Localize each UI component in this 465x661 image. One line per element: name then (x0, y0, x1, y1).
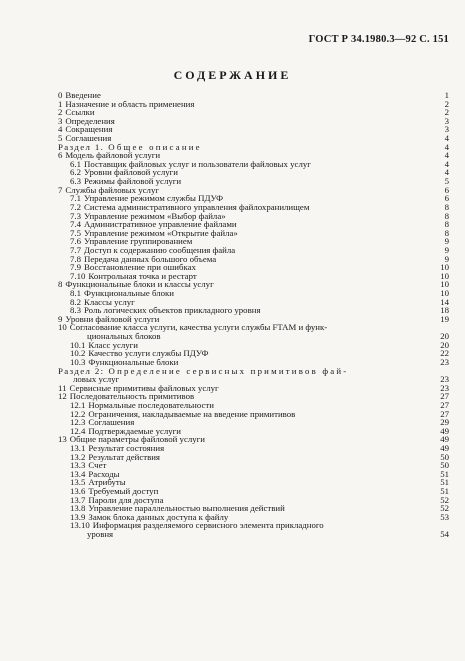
toc-entry-page: 2 (444, 107, 449, 118)
toc-entry-title: уровня (87, 529, 114, 540)
toc-entry-page: 3 (444, 115, 449, 126)
toc-entry-title: Общее описание (108, 141, 202, 152)
toc-entry-title: Система административного управления файлохранилищем (84, 201, 310, 212)
toc-entry-number: 13.8 (70, 503, 86, 514)
toc-entry-number: 8 (58, 279, 63, 290)
toc-entry-title: Общие параметры файловой услуги (69, 434, 205, 445)
toc-entry-title: Функциональные блоки и классы услуг (65, 279, 214, 290)
toc-entry-title: Результат действия (88, 451, 160, 462)
toc-entry-title: Пароли для доступа (88, 494, 164, 505)
toc-entry-page: 14 (440, 296, 449, 307)
toc-entry-number: 12.4 (70, 425, 86, 436)
toc-entry-number: 7.5 (70, 227, 81, 238)
toc-entry-title: Управление режимом «Выбор файла» (84, 210, 226, 221)
toc-entry-number: 7.3 (70, 210, 81, 221)
toc-entry-page: 9 (444, 244, 449, 255)
toc-entry-number: 13.2 (70, 451, 86, 462)
toc-entry-title: Управление режимом «Открытие файла» (84, 227, 238, 238)
toc-entry-title: Информация разделяемого сервисного элемента прикладного (92, 520, 324, 531)
toc-entry-number: 6.2 (70, 167, 81, 178)
toc-entry-title: Функциональные блоки (88, 356, 179, 367)
toc-entry-number: 13.4 (70, 468, 86, 479)
toc-entry-number: Раздел 2: (58, 365, 105, 376)
toc-entry-title: Административное управление файлами (84, 219, 237, 230)
toc-entry-number: 10.3 (70, 356, 86, 367)
toc-entry-page: 51 (440, 468, 449, 479)
toc-entry-number: 8.2 (70, 296, 81, 307)
toc-entry-page: 27 (440, 399, 449, 410)
toc-entry-title: Контрольная точка и рестарт (88, 270, 197, 281)
toc-entry-number: 12.1 (70, 399, 86, 410)
toc-entry-page: 10 (440, 270, 449, 281)
toc-entry-title: ловых услуг (73, 374, 120, 385)
toc-entry-page: 4 (444, 133, 449, 144)
toc-entry-page: 49 (440, 425, 449, 436)
toc-entry-number: 12.3 (70, 417, 86, 428)
toc-entry-title: Требуемый доступ (88, 486, 159, 497)
toc-entry-title: Расходы (88, 468, 120, 479)
toc-entry-page: 54 (440, 529, 449, 540)
toc-entry-page: 10 (440, 288, 449, 299)
toc-entry-number: 7.4 (70, 219, 81, 230)
toc-entry-title: Классы услуг (84, 296, 135, 307)
toc-entry-number: 7.7 (70, 244, 81, 255)
toc-entry-number: 13.9 (70, 511, 86, 522)
toc-entry-number: 5 (58, 133, 63, 144)
toc-entry-page: 1 (444, 90, 449, 100)
toc-entry-title: Последовательность примитивов (69, 391, 195, 402)
toc-entry-number: 9 (58, 313, 63, 324)
standard-reference: ГОСТ Р 34.1980.3—92 С. 151 (308, 34, 449, 45)
toc-entry-number: 7.9 (70, 262, 81, 273)
toc-entry-title: Функциональные блоки (84, 288, 174, 299)
toc-entry-number: 13.7 (70, 494, 86, 505)
toc-entry[interactable] (58, 117, 449, 126)
toc-entry-number: 13.5 (70, 477, 86, 488)
toc-entry-title: Класс услуги (88, 339, 138, 350)
toc-entry-page: 10 (440, 279, 449, 290)
toc-entry[interactable] (58, 108, 449, 117)
toc-entry-page: 20 (440, 331, 449, 342)
toc-entry-page: 18 (440, 305, 449, 316)
toc-entry-page: 9 (444, 236, 449, 247)
toc-entry-title: Восстановление при ошибках (84, 262, 196, 273)
toc-entry-title: Назначение и область применения (65, 98, 195, 109)
toc-entry-number: 12 (58, 391, 67, 402)
toc-entry-number: 10 (58, 322, 67, 333)
toc-entry-title: Счет (88, 460, 107, 471)
toc-entry[interactable] (58, 100, 449, 109)
toc-entry-number: 6 (58, 150, 63, 161)
toc-entry-page: 5 (444, 176, 449, 187)
toc-entry-title: Нормальные последовательности (88, 399, 214, 410)
toc-entry-title: Управление режимом службы ПДУФ (84, 193, 224, 204)
toc-entry-number: 10.1 (70, 339, 86, 350)
toc-entry-number: 7.2 (70, 201, 81, 212)
toc-entry-number: 0 (58, 90, 63, 100)
toc-entry-title: Ссылки (65, 107, 95, 118)
toc-entry-title: Ограничения, накладываемые на введение примитивов (88, 408, 296, 419)
toc-entry-page: 51 (440, 477, 449, 488)
toc-entry-page: 3 (444, 124, 449, 135)
toc-entry-page: 4 (444, 158, 449, 169)
toc-entry-page: 4 (444, 167, 449, 178)
toc-entry-page: 6 (444, 193, 449, 204)
toc-entry-page: 4 (444, 141, 449, 152)
toc-entry-page: 50 (440, 460, 449, 471)
toc-entry-title: Управление параллельностью выполнения действий (88, 503, 285, 514)
table-of-contents (58, 91, 449, 539)
toc-entry-title: Сокращения (65, 124, 113, 135)
toc-entry-page: 52 (440, 503, 449, 514)
toc-entry-number: 13.6 (70, 486, 86, 497)
toc-entry-page: 22 (440, 348, 449, 359)
toc-entry-title: Качество услуги службы ПДУФ (88, 348, 209, 359)
toc-entry-page: 49 (440, 442, 449, 453)
toc-entry-title: циональных блоков (87, 331, 161, 342)
toc-entry-number: 7.1 (70, 193, 81, 204)
toc-entry-number: Раздел 1. (58, 141, 105, 152)
toc-entry-title: Замок блока данных доступа к файлу (88, 511, 229, 522)
toc-entry-title: Подтверждаемые услуги (88, 425, 181, 436)
toc-entry-page: 51 (440, 486, 449, 497)
toc-entry-page: 8 (444, 219, 449, 230)
toc-entry-number: 2 (58, 107, 63, 118)
toc-entry-page: 8 (444, 210, 449, 221)
toc-entry-title: Сервисные примитивы файловых услуг (69, 382, 219, 393)
toc-entry-title: Определения (65, 115, 115, 126)
toc-entry-number: 3 (58, 115, 63, 126)
toc-entry-number: 13 (58, 434, 67, 445)
toc-entry-title: Результат состояния (88, 442, 165, 453)
toc-entry-page: 29 (440, 417, 449, 428)
toc-entry-title: Атрибуты (88, 477, 126, 488)
toc-entry[interactable] (58, 530, 449, 539)
toc-entry-number: 7 (58, 184, 63, 195)
toc-entry-number: 8.1 (70, 288, 81, 299)
toc-entry-page: 8 (444, 227, 449, 238)
toc-entry-title: Уровни файловой услуги (84, 167, 178, 178)
toc-entry-page: 19 (440, 313, 449, 324)
toc-entry-title: Введение (65, 90, 101, 100)
toc-entry-number: 13.3 (70, 460, 86, 471)
toc-entry-page: 9 (444, 253, 449, 264)
toc-entry-title: Режимы файловой услуги (84, 176, 182, 187)
toc-entry-title: Соглашения (88, 417, 135, 428)
toc-entry[interactable] (58, 521, 449, 530)
toc-entry-page: 10 (440, 262, 449, 273)
toc-entry-page: 27 (440, 391, 449, 402)
toc-entry-number: 6.1 (70, 158, 81, 169)
toc-entry-number: 6.3 (70, 176, 81, 187)
toc-entry-title: Доступ к содержанию сообщения файла (84, 244, 236, 255)
toc-entry-title: Роль логических объектов прикладного уровня (84, 305, 261, 316)
toc-entry-page: 49 (440, 434, 449, 445)
toc-entry-number: 11 (58, 382, 67, 393)
toc-entry-title: Определение сервисных примитивов фай- (108, 365, 349, 376)
toc-entry-page: 50 (440, 451, 449, 462)
toc-entry-title: Соглашения (65, 133, 112, 144)
toc-entry-number: 13.1 (70, 442, 86, 453)
toc-entry-number: 7.10 (70, 270, 86, 281)
toc-entry-page: 52 (440, 494, 449, 505)
toc-entry-page: 23 (440, 382, 449, 393)
toc-entry-page: 20 (440, 339, 449, 350)
toc-entry-page: 6 (444, 184, 449, 195)
page-header (0, 34, 465, 50)
toc-entry-number: 12.2 (70, 408, 86, 419)
toc-entry-number: 7.8 (70, 253, 81, 264)
toc-entry-title: Поставщик файловых услуг и пользователи файловых услуг (84, 158, 311, 169)
toc-entry[interactable] (58, 125, 449, 134)
toc-entry[interactable] (58, 453, 449, 462)
toc-entry-page: 8 (444, 201, 449, 212)
toc-entry-number: 4 (58, 124, 63, 135)
toc-entry-title: Уровни файловой услуги (65, 313, 160, 324)
toc-entry-title: Передача данных большого объема (84, 253, 217, 264)
toc-entry-page: 2 (444, 98, 449, 109)
toc-entry-number: 1 (58, 98, 63, 109)
toc-entry-page: 23 (440, 374, 449, 385)
toc-entry-title: Модель файловой услуги (65, 150, 161, 161)
toc-entry-page: 53 (440, 511, 449, 522)
toc-entry-title: Управление группированием (84, 236, 193, 247)
toc-entry-number: 8.3 (70, 305, 81, 316)
toc-entry-title: Службы файловых услуг (65, 184, 159, 195)
toc-entry-title: Согласование класса услуги, качества услуги службы FTAM и функ- (69, 322, 328, 333)
toc-entry-number: 7.6 (70, 236, 81, 247)
toc-entry-page: 4 (444, 150, 449, 161)
toc-entry-page: 23 (440, 356, 449, 367)
toc-entry-number: 13.10 (70, 520, 90, 531)
page-title: СОДЕРЖАНИЕ (173, 68, 292, 82)
toc-entry-page: 27 (440, 408, 449, 419)
toc-entry-number: 10.2 (70, 348, 86, 359)
